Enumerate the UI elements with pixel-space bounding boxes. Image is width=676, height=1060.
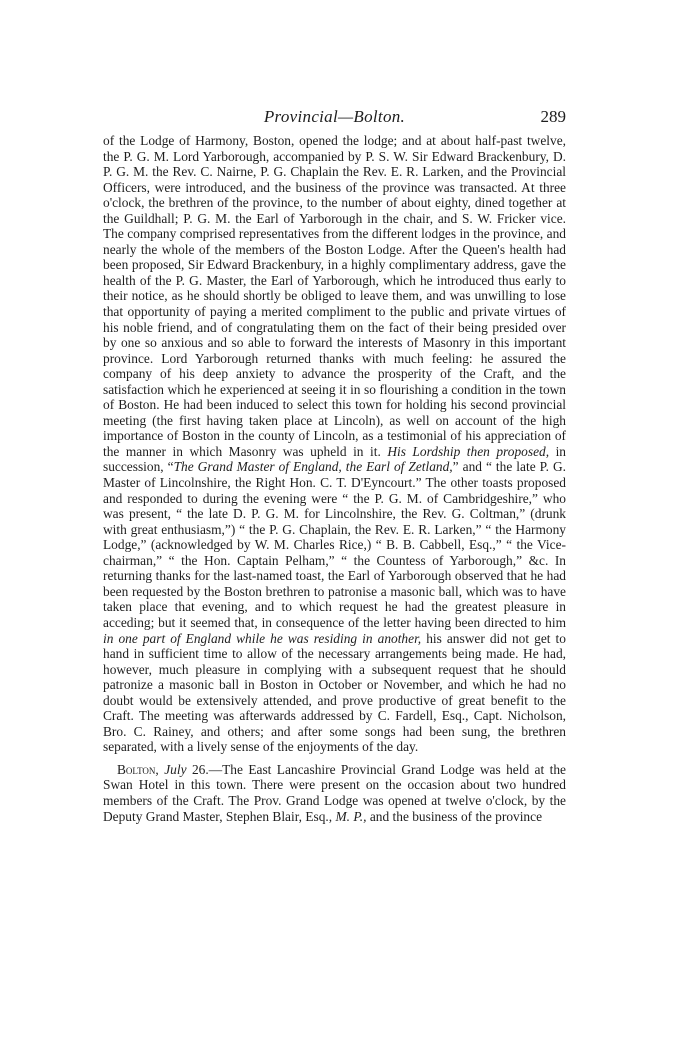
place-heading: Bolton,	[117, 761, 159, 777]
paragraph-bolton	[103, 762, 566, 824]
body-text	[103, 133, 566, 824]
text-run: in succession, “	[103, 443, 566, 475]
date-day: 26.	[191, 761, 209, 777]
italic-run: in one part of England while he was residing in another,	[103, 630, 422, 646]
text-run: of the Lodge of Harmony, Boston, opened the lodge; and at about half-past twelve, the P. G. M. Lord Yarborough, accompanied by P. S. W. Sir Edward Brackenbury, D. P. G. M. the Rev. C. Nairne, P. G. Chaplain the Rev. E. R. Larken, and the Provincial Officers, were introduced, and the business of the province was transacted. At three o'clock, the brethren of the province, to the number of about eighty, dined together at the Guildhall; P. G. M. the Earl of Yarborough in the chair, and S. W. Fricker vice. The company comprised representatives from the different lodges in the province, and nearly the whole of the members of the Boston Lodge. After the Queen's health had been proposed, Sir Edward Brackenbury, in a highly complimentary address, gave the health of the P. G. Master, the Earl of Yarborough, which he introduced thus early to their notice, as he should shortly be obliged to leave them, and was unwilling to lose that opportunity of paying a merited compliment to the public and private virtues of his noble friend, and of congratulating them on the fact of their being presided over by one so anxious and so able to forward the interests of Masonry in this important province. Lord Yarborough returned thanks with much feeling: he assured the company of his deep anxiety to advance the prosperity of the Craft, and the satisfaction which he experienced at seeing it in so flourishing a condition in the town of Boston. He had been induced to select this town for holding his second provincial meeting (the first having taken place at Lincoln), as well on account of the high importance of Boston in the county of Lincoln, as a testimonial of his appreciation of the manner in which Masonry was upheld in it.	[103, 133, 566, 459]
italic-run: M. P.,	[335, 808, 367, 824]
text-run: —The East Lancashire Provincial Grand Lodge was held at the Swan Hotel in this town. There were present on the occasion about two hundred members of the Craft. The Prov. Grand Lodge was opened at twelve o'clock, by the Deputy Grand Master, Stephen Blair, Esq.,	[103, 761, 566, 824]
running-title: Provincial—Bolton.	[263, 107, 406, 126]
text-run: his answer did not get to hand in sufficient time to allow of the necessary arrangements being made. He had, however, much pleasure in complying with a subsequent request that he should patronize a masonic ball in Boston in October or November, and which he had no doubt would be extensively attended, and prove productive of great benefit to the Craft. The meeting was afterwards addressed by C. Fardell, Esq., Capt. Nicholson, Bro. C. Rainey, and others; and after some songs had been sung, the brethren separated, with a lively sense of the enjoyments of the day.	[103, 630, 566, 755]
italic-run: His Lordship then proposed,	[387, 443, 550, 459]
text-run: and the business of the province	[369, 808, 543, 824]
page-number: 289	[540, 107, 566, 126]
date-month: July	[164, 761, 187, 777]
text-run: ” and “ the late P. G. Master of Lincolnshire, the Right Hon. C. T. D'Eyncourt.” The other toasts proposed and responded to during the evening were “ the P. G. M. of Cambridgeshire,” who was present, “ the late D. P. G. M. for Lincolnshire, the Rev. G. Coltman,” (drunk with great enthusiasm,”) “ the P. G. Chaplain, the Rev. E. R. Larken,” “ the Harmony Lodge,” (acknowledged by W. M. Charles Rice,) “ B. B. Cabbell, Esq.,” “ the Vice-chairman,” “ the Hon. Captain Pelham,” “ the Countess of Yarborough,” &c. In returning thanks for the last-named toast, the Earl of Yarborough observed that he had been requested by the Boston brethren to patronise a masonic ball, which was to have taken place that evening, and to which request he had the greatest pleasure in acceding; but it seemed that, in consequence of the letter having been directed to him	[103, 459, 566, 630]
italic-run: The Grand Master of England, the Earl of Zetland,	[173, 459, 453, 475]
book-page	[103, 107, 566, 824]
running-head	[103, 107, 566, 133]
paragraph-boston-meeting	[103, 133, 566, 755]
